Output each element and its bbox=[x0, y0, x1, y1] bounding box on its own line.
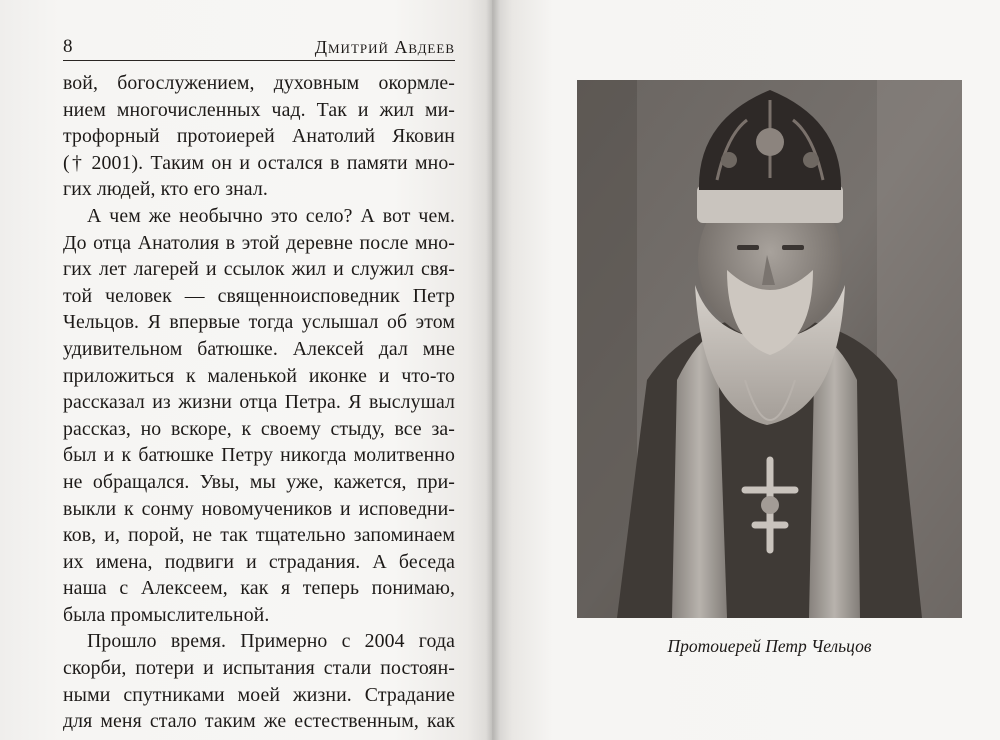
text-line: нием многочисленных чад. Так и жил ми- bbox=[63, 98, 455, 121]
text-line: той человек — священноисповедник Петр bbox=[63, 284, 455, 307]
page-number: 8 bbox=[63, 36, 73, 57]
text-line: не обращался. Увы, мы уже, кажется, при- bbox=[63, 470, 455, 493]
text-line: выкли к сонму новомучеников и исповедни- bbox=[63, 497, 455, 520]
text-line: для меня стало таким же естественным, как bbox=[63, 710, 455, 733]
text-line: скорби, потери и испытания стали постоян- bbox=[63, 657, 455, 680]
text-line: Прошло время. Примерно с 2004 года bbox=[87, 630, 455, 653]
text-line: трофорный протоиерей Анатолий Яковин bbox=[63, 125, 455, 148]
text-line: рассказал из жизни отца Петра. Я выслушал bbox=[63, 391, 455, 414]
running-header bbox=[63, 34, 455, 61]
text-line: их имена, подвиги и страдания. А беседа bbox=[63, 550, 455, 573]
text-line: гих лет лагерей и ссылок жил и служил свя- bbox=[63, 258, 455, 281]
priest-portrait-photo bbox=[577, 80, 962, 618]
text-line: А чем же необычно это село? А вот чем. bbox=[87, 204, 455, 227]
book-gutter bbox=[486, 0, 500, 740]
photo-caption: Протоиерей Петр Чельцов bbox=[667, 636, 872, 656]
text-line: удивительном батюшке. Алексей дал мне bbox=[63, 337, 455, 360]
text-line: был и к батюшке Петру никогда молитвенно bbox=[63, 444, 455, 467]
text-line: была промыслительной. bbox=[63, 603, 270, 626]
text-line: приложиться к маленькой иконке и что-то bbox=[63, 364, 455, 387]
portrait-illustration bbox=[577, 80, 962, 618]
text-line: рассказ, но вскоре, к своему стыду, все за- bbox=[63, 417, 455, 440]
text-line: († 2001). Таким он и остался в памяти мно- bbox=[63, 151, 455, 174]
text-line: ными спутниками моей жизни. Страдание bbox=[63, 683, 455, 706]
text-line: До отца Анатолия в этой деревне после мно- bbox=[63, 231, 455, 254]
text-line: вой, богослужением, духовным окормле- bbox=[63, 72, 455, 94]
text-line: наша с Алексеем, как я теперь понимаю, bbox=[63, 577, 455, 600]
text-line: Чельцов. Я впервые тогда услышал об этом bbox=[63, 311, 455, 334]
running-title: Дмитрий Авдеев bbox=[314, 37, 455, 57]
text-line: гих людей, кто его знал. bbox=[63, 178, 268, 201]
text-line: ков, и, порой, не так тщательно запоминаем bbox=[63, 524, 455, 547]
body-text bbox=[63, 70, 455, 735]
